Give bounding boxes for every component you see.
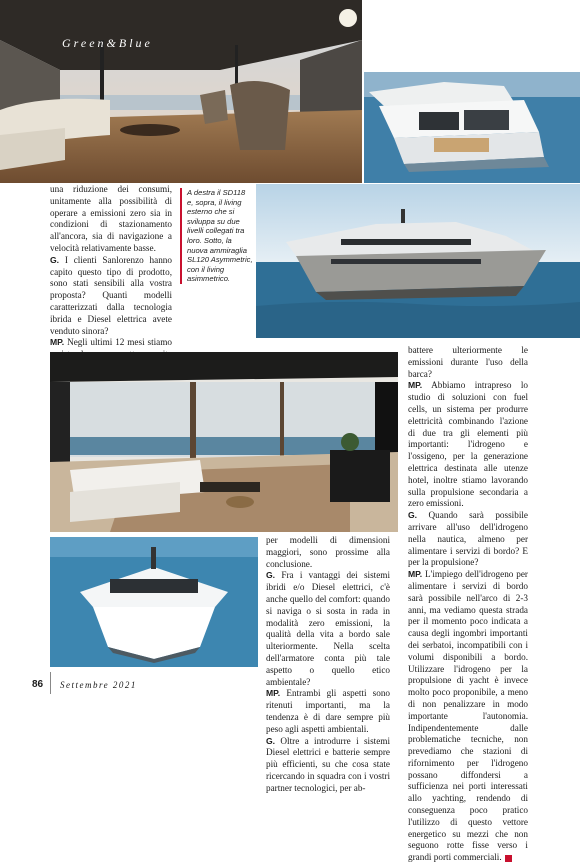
answer-paragraph: MP. Abbiamo intrapreso lo studio di soluzioni con fuel cells, un sistema per produrre elettricità combinando l'azione di due tra gli elementi più importanti: l'idrogeno e l'ossigeno, per la generazione elettrica destinata alle utenze hotel, inoltre stiamo lavorando sulla propulsione secondaria a zero emissioni. bbox=[408, 380, 529, 509]
answer-paragraph: MP. Entrambi gli aspetti sono ritenuti importanti, ma la tendenza è di dare sempre più peso agli aspetti ambientali. bbox=[266, 688, 391, 734]
question-paragraph: G. I clienti Sanlorenzo hanno capito questo tipo di prodotto, sono stati sensibili alla vostra proposta? Quanti modelli caratterizzati dalla tecnologia ibrida e Diesel elettrica avete venduto sinora? bbox=[50, 254, 172, 336]
photo-interior-living bbox=[50, 352, 398, 532]
footer-divider bbox=[50, 672, 51, 694]
photo-sl120-bow bbox=[50, 537, 258, 667]
page-number: 86 bbox=[32, 679, 44, 690]
photo-sd118-yacht bbox=[256, 184, 580, 338]
question-paragraph: G. Quando sarà possibile arrivare all'uso dell'idrogeno nella nautica, almeno per alimentare i servizi di bordo? E per la propulsione? bbox=[408, 510, 529, 568]
issue-date: Settembre 2021 bbox=[60, 680, 137, 690]
photo-yacht-stern bbox=[364, 72, 580, 183]
article-column-right bbox=[408, 345, 528, 864]
answer-paragraph: MP. L'impiego dell'idrogeno per alimentare i servizi di bordo sarà possibile nell'arco di 2-3 anni, ma vediamo questa strada per il momento poco indicata a causa degli ingombri importanti dei serbatoi, incompatibili con i volumi disponibili a bordo. Utilizzare l'idrogeno per la propulsione di yacht è invece molto poco proponibile, a meno di non penalizzare in modo importante l'autonomia. Indipendentemente dalle problematiche tecniche, non prevediamo che stazioni di rifornimento per l'idrogeno possano diffondersi a sufficienza nei porti interessati allo yachting, rendendo di conseguenza poco pratico l'utilizzo di questo vettore energetico su mezzi che non seguono rotte fisse verso i grandi porti commerciali. bbox=[408, 569, 528, 863]
speaker-label: G. bbox=[50, 254, 60, 265]
answer-paragraph: MP. Negli ultimi 12 mesi stiamo bbox=[50, 337, 173, 348]
speaker-label: MP. bbox=[408, 569, 423, 580]
speaker-label: G. bbox=[408, 510, 418, 521]
speaker-label: MP. bbox=[266, 688, 281, 699]
speaker-label: MP. bbox=[408, 380, 423, 391]
paragraph: battere ulteriormente le emissioni durante l'uso della barca? bbox=[408, 345, 528, 379]
article-column-middle bbox=[266, 535, 390, 795]
question-paragraph: G. Oltre a introdurre i sistemi Diesel elettrici e batterie sempre più efficienti, su che cosa state ricercando in squadra con i vostri partner tecnologici, per ab- bbox=[266, 735, 390, 793]
paragraph: una riduzione dei consumi, unitamente alla possibilità di operare a emissioni zero sia in condizioni di stazionamento all'ancora, sia di navigazione a velocità relativamente basse. bbox=[50, 184, 172, 253]
photo-caption: A destra il SD118 e, sopra, il living esterno che si sviluppa su due livelli collegati tra loro. Sotto, la nuova ammiraglia SL120 Asymmetric, con il living asimmetrico. bbox=[180, 188, 253, 284]
speaker-label: G. bbox=[266, 570, 276, 581]
paragraph: per modelli di dimensioni maggiori, sono prossime alla conclusione. bbox=[266, 535, 390, 569]
speaker-label: MP. bbox=[50, 337, 65, 348]
question-paragraph: G. Fra i vantaggi dei sistemi ibridi e/o Diesel elettrici, c'è anche quello del comfort: quando si naviga o si sosta in rada in modalità zero emissioni, la qualità della vita a bordo sale ulteriormente. Nella scelta dell'armatore conta più tale aspetto o quello etico ambientale? bbox=[266, 570, 390, 687]
speaker-label: G. bbox=[266, 735, 276, 746]
brand-label: Green&Blue bbox=[62, 36, 153, 50]
photo-aft-deck-living bbox=[0, 0, 362, 183]
article-end-mark bbox=[505, 855, 512, 862]
